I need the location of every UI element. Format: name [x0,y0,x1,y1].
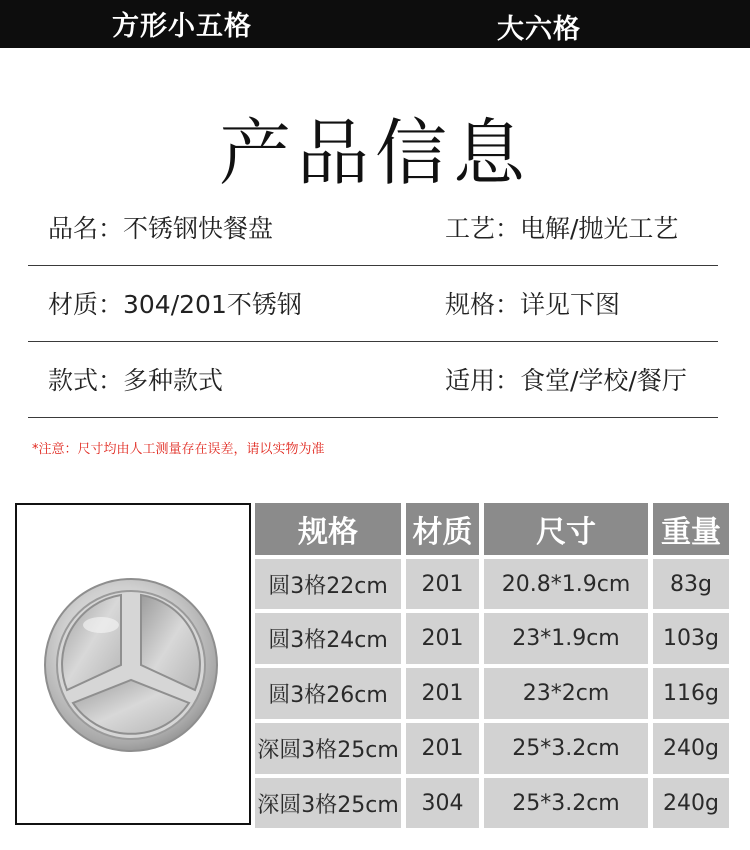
table-cell: 201 [406,668,479,719]
measurement-note: *注意：尺寸均由人工测量存在误差，请以实物为准 [32,442,325,457]
table-cell: 23*1.9cm [484,613,648,664]
table-cell: 25*3.2cm [484,778,648,828]
info-row-3 [28,341,718,418]
info-style: 款式：多种款式 [48,366,224,395]
top-label-right: 大六格 [497,14,581,45]
header-weight: 重量 [653,503,729,555]
info-usage: 适用：食堂/学校/餐厅 [445,366,687,395]
info-craft: 工艺：电解/抛光工艺 [445,214,679,243]
info-product-name: 品名：不锈钢快餐盘 [48,214,274,243]
table-cell: 103g [653,613,729,664]
table-cell: 圆3格24cm [255,613,401,664]
top-banner [0,0,750,48]
table-cell: 201 [406,723,479,774]
table-cell: 深圆3格25cm [255,778,401,828]
table-cell: 圆3格22cm [255,559,401,609]
table-cell: 83g [653,559,729,609]
page-title: 产品信息 [218,111,531,195]
table-cell: 304 [406,778,479,828]
table-cell: 圆3格26cm [255,668,401,719]
table-cell: 23*2cm [484,668,648,719]
table-cell: 116g [653,668,729,719]
spec-table [253,503,729,828]
table-cell: 240g [653,778,729,828]
header-material: 材质 [406,503,479,555]
table-cell: 深圆3格25cm [255,723,401,774]
header-spec: 规格 [255,503,401,555]
table-cell: 25*3.2cm [484,723,648,774]
info-spec: 规格：详见下图 [445,290,621,319]
info-row-2 [28,265,718,342]
table-cell: 20.8*1.9cm [484,559,648,609]
info-material: 材质：304/201不锈钢 [48,290,302,319]
top-label-left: 方形小五格 [112,11,252,42]
round-3-compartment-tray-icon [17,505,249,823]
info-row-1 [28,189,718,266]
product-image [15,503,251,825]
table-cell: 240g [653,723,729,774]
table-cell: 201 [406,613,479,664]
table-cell: 201 [406,559,479,609]
header-size: 尺寸 [484,503,648,555]
